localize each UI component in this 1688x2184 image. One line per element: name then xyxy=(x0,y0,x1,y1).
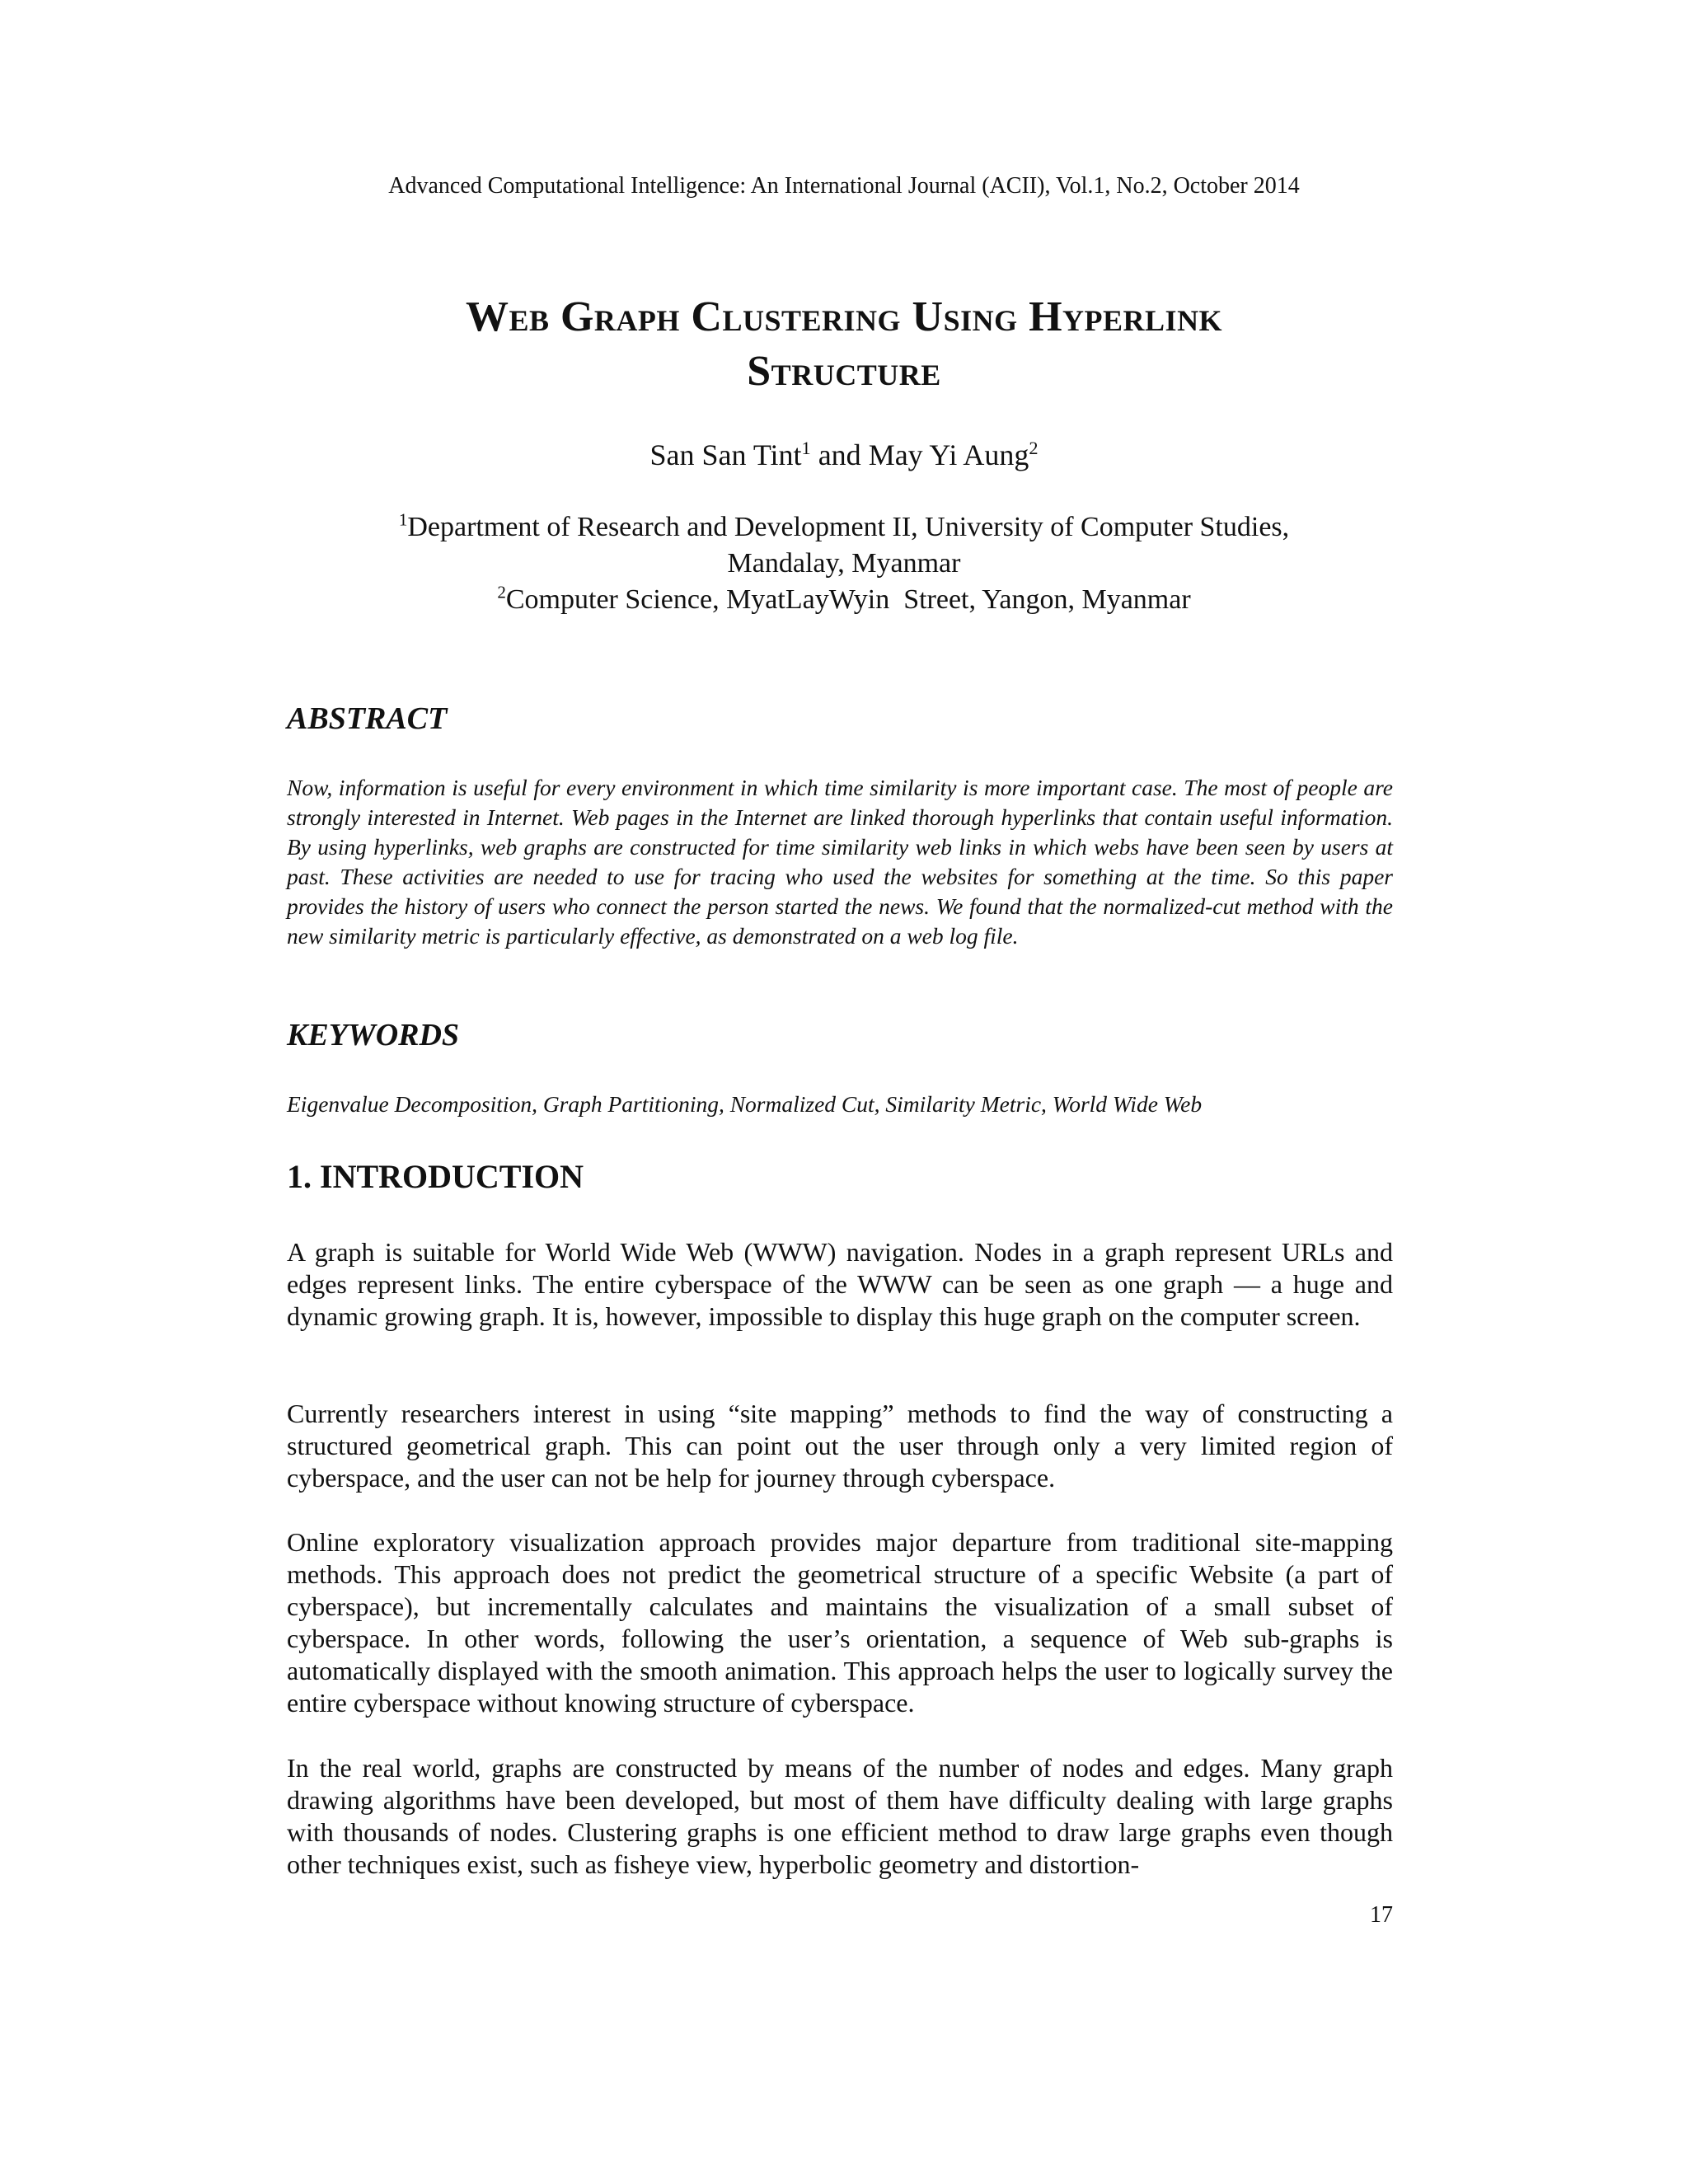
author-list xyxy=(0,435,1688,475)
abstract-heading: ABSTRACT xyxy=(287,701,448,736)
intro-paragraph-1: A graph is suitable for World Wide Web (WWW) navigation. Nodes in a graph represent URLs and edges represent links. The entire cyberspace of the WWW can be seen as one graph — a huge and dynamic growing graph. It is, however, impossible to display this huge graph on the computer screen. xyxy=(287,1237,1393,1331)
introduction-heading: 1. INTRODUCTION xyxy=(287,1158,584,1195)
affiliations xyxy=(280,509,1408,618)
keywords-text: Eigenvalue Decomposition, Graph Partitioning, Normalized Cut, Similarity Metric, World Wide Web xyxy=(287,1091,1203,1117)
affiliation-mark: 2 xyxy=(1029,438,1039,458)
author-conjunction: and xyxy=(810,438,869,471)
affiliation-mark: 1 xyxy=(801,438,811,458)
page-number: 17 xyxy=(1370,1902,1393,1928)
author-name: San San Tint xyxy=(649,438,802,471)
keywords-heading: KEYWORDS xyxy=(287,1018,460,1052)
affiliation-mark: 1 xyxy=(398,509,408,530)
paper-title-line-2: Structure xyxy=(747,348,941,395)
affiliation-mark: 2 xyxy=(497,582,506,602)
intro-paragraph-2: Currently researchers interest in using “site mapping” methods to find the way of constructing a structured geometrical graph. This can point out the user through only a very limited region of cyberspace, and the user can not be help for journey through cyberspace. xyxy=(287,1399,1393,1493)
affiliation-text: Department of Research and Development II, University of Computer Studies, xyxy=(407,512,1290,542)
paper-title xyxy=(280,290,1408,399)
affiliation-1 xyxy=(280,509,1408,546)
paper-title-line-1: Web Graph Clustering Using Hyperlink xyxy=(465,293,1223,340)
intro-paragraph-4: In the real world, graphs are constructed by means of the number of nodes and edges. Many graph drawing algorithms have been developed, but most of them have difficulty dealing with large graphs with thousands of nodes. Clustering graphs is one efficient method to draw large graphs even though other techniques exist, such as fisheye view, hyperbolic geometry and distortion- xyxy=(287,1753,1393,1879)
affiliation-2 xyxy=(280,582,1408,618)
author-name: May Yi Aung xyxy=(868,438,1029,471)
affiliation-1-city: Mandalay, Myanmar xyxy=(727,548,961,579)
affiliation-text: Computer Science, MyatLayWyin Street, Yangon, Myanmar xyxy=(505,584,1191,615)
intro-paragraph-3: Online exploratory visualization approach provides major departure from traditional site-mapping methods. This approach does not predict the geometrical structure of a specific Website (a part of cyberspace), but incrementally calculates and maintains the visualization of a small subset of cyberspace. In other words, following the user’s orientation, a sequence of Web sub-graphs is automatically displayed with the smooth animation. This approach helps the user to logically survey the entire cyberspace without knowing structure of cyberspace. xyxy=(287,1527,1393,1718)
running-header: Advanced Computational Intelligence: An International Journal (ACII), Vol.1, No.2, October 2014 xyxy=(388,173,1300,199)
abstract-text: Now, information is useful for every environment in which time similarity is more important case. The most of people are strongly interested in Internet. Web pages in the Internet are linked thorough hyperlinks that contain useful information. By using hyperlinks, web graphs are constructed for time similarity web links in which webs have been seen by users at past. These activities are needed to use for tracing who used the websites for something at the time. So this paper provides the history of users who connect the person started the news. We found that the normalized-cut method with the new similarity metric is particularly effective, as demonstrated on a web log file. xyxy=(287,775,1393,949)
